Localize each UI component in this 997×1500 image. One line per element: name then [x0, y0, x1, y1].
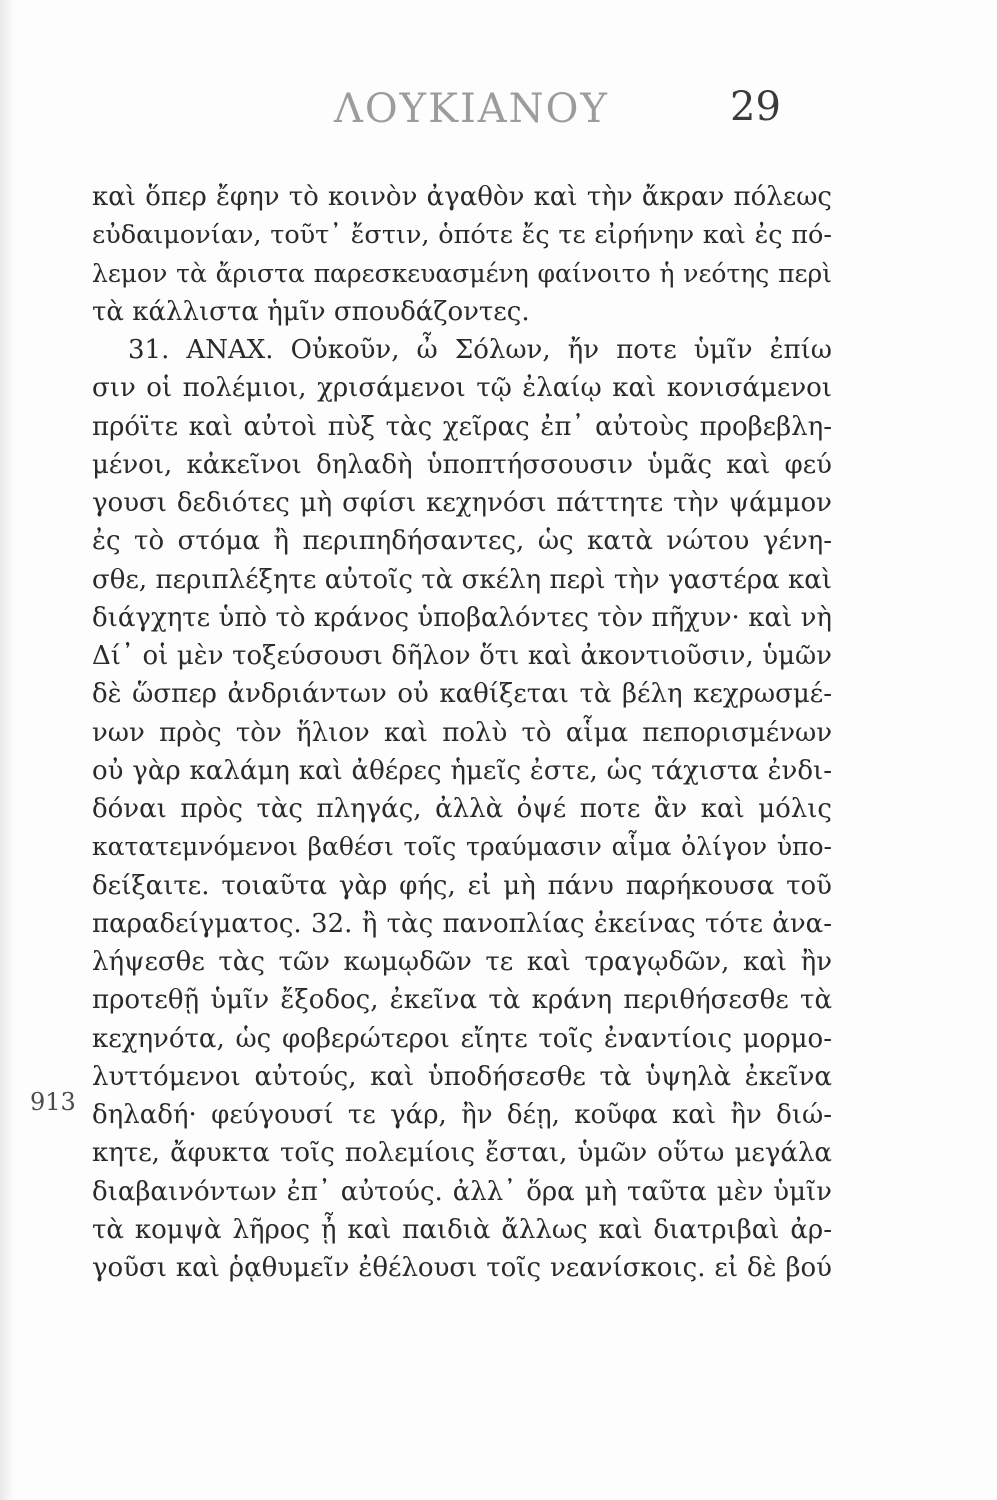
text-line: καὶ ὅπερ ἔφην τὸ κοινὸν ἀγαθὸν καὶ τὴν ἄκραν πόλεως	[92, 182, 832, 212]
text-line: γοῦσι καὶ ῥᾳθυμεῖν ἐθέλουσι τοῖς νεανίσκοις. εἰ δὲ βού	[92, 1253, 832, 1283]
text-line: λήψεσθε τὰς τῶν κωμῳδῶν τε καὶ τραγῳδῶν, καὶ ἢν	[92, 947, 832, 977]
text-line: παραδείγματος. 32. ἢ τὰς πανοπλίας ἐκείνας τότε ἀνα-	[92, 908, 832, 939]
text-line: δείξαιτε. τοιαῦτα γὰρ φής, εἰ μὴ πάνυ παρήκουσα τοῦ	[92, 870, 832, 901]
text-line: κητε, ἄφυκτα τοῖς πολεμίοις ἔσται, ὑμῶν οὕτω μεγάλα	[92, 1138, 832, 1169]
page-spine-shadow	[0, 0, 14, 1500]
text-line: διάγχητε ὑπὸ τὸ κράνος ὑποβαλόντες τὸν πῆχυν· καὶ νὴ	[92, 602, 832, 633]
text-line: νων πρὸς τὸν ἥλιον καὶ πολὺ τὸ αἷμα πεπορισμένων	[92, 717, 832, 748]
text-line: διαβαινόντων ἐπ᾽ αὐτούς. ἀλλ᾽ ὅρα μὴ ταῦτα μὲν ὑμῖν	[92, 1176, 832, 1207]
body-text	[92, 178, 832, 1287]
text-line: δὲ ὥσπερ ἀνδριάντων οὐ καθίξεται τὰ βέλη κεχρωσμέ-	[92, 679, 832, 710]
text-line: σιν οἱ πολέμιοι, χρισάμενοι τῷ ἐλαίῳ καὶ κονισάμενοι	[92, 373, 832, 404]
text-line: λυττόμενοι αὐτούς, καὶ ὑποδήσεσθε τὰ ὑψηλὰ ἐκεῖνα	[92, 1061, 832, 1092]
text-line: εὐδαιμονίαν, τοῦτ᾽ ἔστιν, ὁπότε ἔς τε εἰρήνην καὶ ἐς πό-	[92, 220, 832, 251]
text-line: δόναι πρὸς τὰς πληγάς, ἀλλὰ ὀψέ ποτε ἂν καὶ μόλις	[92, 794, 832, 824]
running-head	[0, 82, 997, 142]
text-line: δηλαδή· φεύγουσί τε γάρ, ἢν δέῃ, κοῦφα καὶ ἢν διώ-	[92, 1100, 832, 1130]
text-line: ἐς τὸ στόμα ἢ περιπηδήσαντες, ὡς κατὰ νώτου γένη-	[92, 526, 832, 557]
text-line: τὰ κάλλιστα ἡμῖν σπουδάζοντες.	[92, 296, 530, 327]
text-line: 31. ΑΝΑΧ. Οὐκοῦν, ὦ Σόλων, ἤν ποτε ὑμῖν ἐπίω	[128, 335, 832, 365]
text-line: σθε, περιπλέξητε αὐτοῖς τὰ σκέλη περὶ τὴν γαστέρα καὶ	[92, 564, 832, 595]
text-line: λεμον τὰ ἄριστα παρεσκευασμένη φαίνοιτο ἡ νεότης περὶ	[92, 258, 832, 288]
text-line: προτεθῇ ὑμῖν ἔξοδος, ἐκεῖνα τὰ κράνη περιθήσεσθε τὰ	[92, 985, 832, 1016]
text-line: οὐ γὰρ καλάμη καὶ ἀθέρες ἡμεῖς ἐστε, ὡς τάχιστα ἐνδι-	[92, 755, 832, 786]
text-line: κεχηνότα, ὡς φοβερώτεροι εἴητε τοῖς ἐναντίοις μορμο-	[92, 1023, 832, 1054]
text-line: πρόϊτε καὶ αὐτοὶ πὺξ τὰς χεῖρας ἐπ᾽ αὐτοὺς προβεβλη-	[92, 411, 832, 442]
page-number: 29	[730, 84, 781, 130]
text-line: μένοι, κἀκεῖνοι δηλαδὴ ὑποπτήσσουσιν ὑμᾶς καὶ φεύ	[92, 449, 832, 480]
text-line: Δί᾽ οἱ μὲν τοξεύσουσι δῆλον ὅτι καὶ ἀκοντιοῦσιν, ὑμῶν	[92, 641, 832, 671]
text-line: γουσι δεδιότες μὴ σφίσι κεχηνόσι πάττητε τὴν ψάμμον	[92, 488, 832, 518]
text-line: τὰ κομψὰ λῆρος ᾖ καὶ παιδιὰ ἄλλως καὶ διατριβαὶ ἀρ-	[92, 1214, 832, 1245]
text-line: κατατεμνόμενοι βαθέσι τοῖς τραύμασιν αἷμα ὀλίγον ὑπο-	[92, 832, 832, 862]
running-head-title: ΛΟΥΚΙΑΝΟΥ	[334, 86, 609, 132]
margin-line-number: 913	[30, 1088, 76, 1116]
